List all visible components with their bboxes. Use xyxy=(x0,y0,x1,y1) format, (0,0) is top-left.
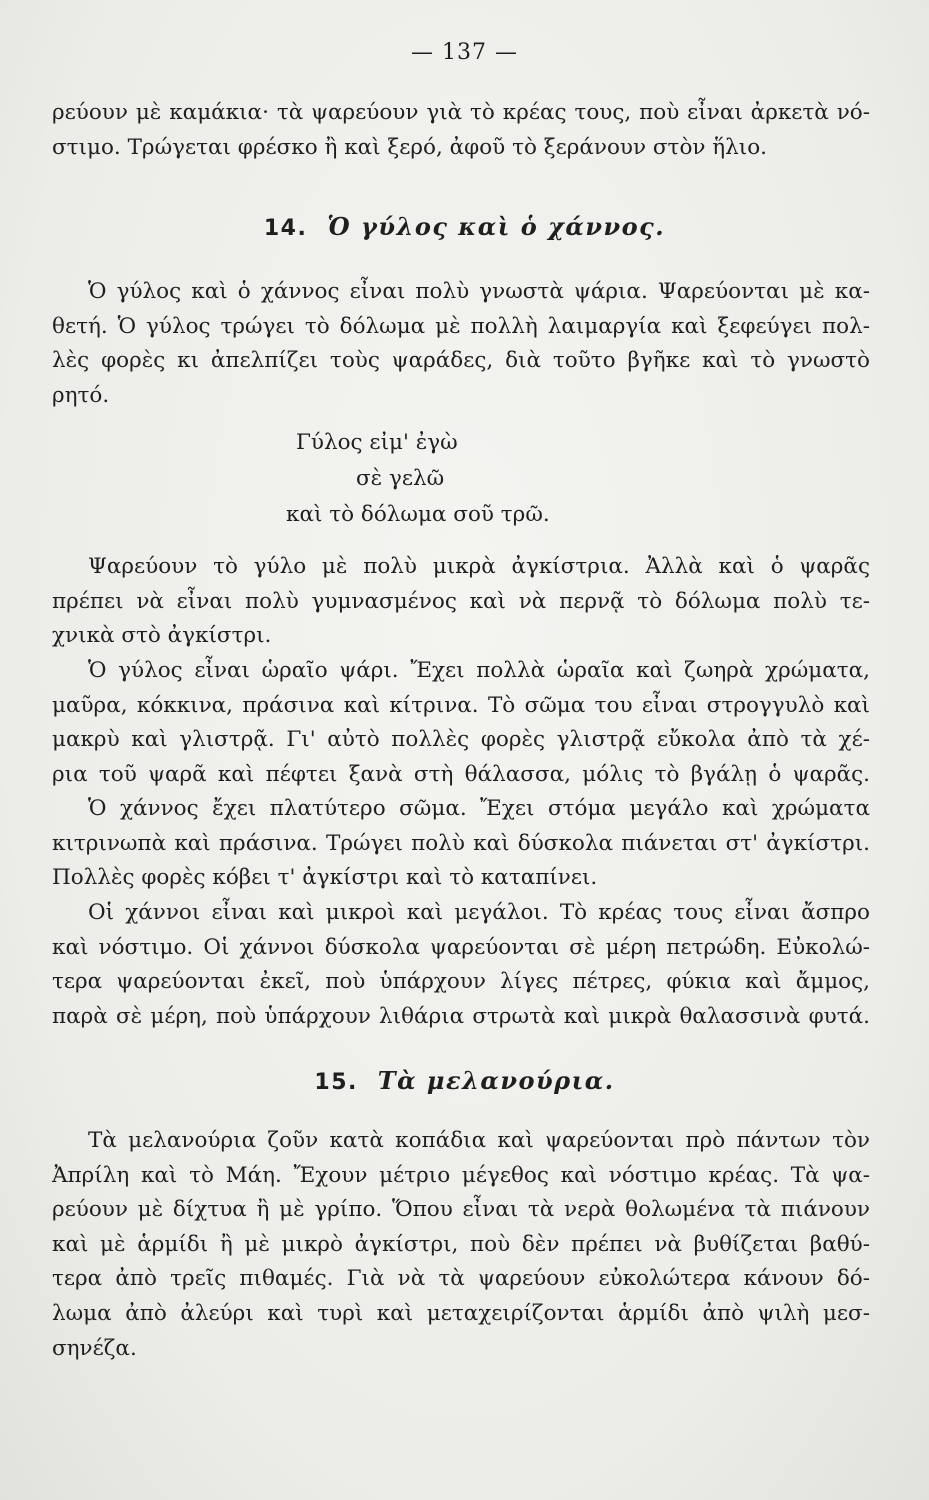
text-line: χνικὰ στὸ ἀγκίστρι. xyxy=(52,623,272,649)
text-line: Τὰ μελανούρια ζοῦν κατὰ κοπάδια καὶ ψαρεύονται πρὸ πάντων τὸν xyxy=(88,1128,870,1153)
text-line: παρὰ σὲ μέρη, ποὺ ὑπάρχουν λιθάρια στρωτὰ καὶ μικρὰ θαλασσινὰ φυτά. xyxy=(52,1003,870,1029)
text-line: Οἱ χάννοι εἶναι καὶ μικροὶ καὶ μεγάλοι. Τὸ κρέας τους εἶναι ἄσπρο xyxy=(88,900,870,925)
paragraph-4 xyxy=(52,654,870,792)
text-line: θετή. Ὁ γύλος τρώγει τὸ δόλωμα μὲ πολλὴ λαιμαργία καὶ ξεφεύγει πολ- xyxy=(52,313,870,339)
text-line: τερα ἀπὸ τρεῖς πιθαμές. Γιὰ νὰ τὰ ψαρεύουν εὐκολώτερα κάνουν δό- xyxy=(52,1266,870,1292)
text-line: μακρὺ καὶ γλιστρᾷ. Γι' αὐτὸ πολλὲς φορὲς γλιστρᾷ εὔκολα ἀπὸ τὰ χέ- xyxy=(52,727,870,753)
section-heading-14 xyxy=(0,212,929,241)
text-line: Ἀπρίλη καὶ τὸ Μάη. Ἔχουν μέτριο μέγεθος καὶ νόστιμο κρέας. Τὰ ψα- xyxy=(52,1162,870,1188)
text-line: ρητό. xyxy=(52,382,110,408)
page-number: — 137 — xyxy=(411,40,518,65)
text-line: στιμο. Τρώγεται φρέσκο ἢ καὶ ξερό, ἀφοῦ τὸ ξεράνουν στὸν ἥλιο. xyxy=(52,134,768,160)
paragraph-2 xyxy=(52,275,870,413)
text-line: καὶ νόστιμο. Οἱ χάννοι δύσκολα ψαρεύονται σὲ μέρη πετρώδη. Εὐκολώ- xyxy=(52,934,870,960)
text-line: πρέπει νὰ εἶναι πολὺ γυμνασμένος καὶ νὰ περνᾷ τὸ δόλωμα πολὺ τε- xyxy=(52,588,870,614)
verse-line-1: Γύλος εἰμ' ἐγὼ xyxy=(296,430,458,455)
section-heading-15 xyxy=(0,1066,929,1095)
text-line: ρεύουν μὲ καμάκια· τὰ ψαρεύουν γιὰ τὸ κρέας τους, ποὺ εἶναι ἀρκετὰ νό- xyxy=(52,100,870,125)
paragraph-5 xyxy=(52,792,870,896)
text-line: Πολλὲς φορὲς κόβει τ' ἀγκίστρι καὶ τὸ καταπίνει. xyxy=(52,865,598,891)
verse-line-2: σὲ γελῶ xyxy=(356,466,445,491)
text-line: Ὁ γύλος εἶναι ὡραῖο ψάρι. Ἔχει πολλὰ ὡραῖα καὶ ζωηρὰ χρώματα, xyxy=(88,658,870,683)
section-number: 14. xyxy=(263,216,308,241)
text-line: κιτρινωπὰ καὶ πράσινα. Τρώγει πολὺ καὶ δύσκολα πιάνεται στ' ἀγκίστρι. xyxy=(52,830,870,856)
text-line: σηνέζα. xyxy=(52,1335,137,1361)
text-line: καὶ μὲ ἁρμίδι ἢ μὲ μικρὸ ἀγκίστρι, ποὺ δὲν πρέπει νὰ βυθίζεται βαθύ- xyxy=(52,1231,870,1257)
text-line: Ψαρεύουν τὸ γύλο μὲ πολὺ μικρὰ ἀγκίστρια. Ἀλλὰ καὶ ὁ ψαρᾶς xyxy=(88,554,870,579)
section-title: Τὰ μελανούρια. xyxy=(377,1066,615,1095)
text-line: λὲς φορὲς κι ἀπελπίζει τοὺς ψαράδες, διὰ τοῦτο βγῆκε καὶ τὸ γνωστὸ xyxy=(52,348,870,374)
paragraph-7 xyxy=(52,1124,870,1366)
text-line: Ὁ χάννος ἔχει πλατύτερο σῶμα. Ἔχει στόμα μεγάλο καὶ χρώματα xyxy=(88,796,870,821)
text-line: τερα ψαρεύονται ἐκεῖ, ποὺ ὑπάρχουν λίγες πέτρες, φύκια καὶ ἄμμος, xyxy=(52,969,870,995)
text-line: Ὁ γύλος καὶ ὁ χάννος εἶναι πολὺ γνωστὰ ψάρια. Ψαρεύονται μὲ κα- xyxy=(88,279,870,304)
verse-line-3: καὶ τὸ δόλωμα σοῦ τρῶ. xyxy=(286,502,550,527)
text-line: ρια τοῦ ψαρᾶ καὶ πέφτει ξανὰ στὴ θάλασσα, μόλις τὸ βγάλῃ ὁ ψαρᾶς. xyxy=(52,761,870,787)
section-title: Ὁ γύλος καὶ ὁ χάννος. xyxy=(327,212,666,241)
paragraph-1 xyxy=(52,96,870,165)
text-line: ρεύουν μὲ δίχτυα ἢ μὲ γρίπο. Ὅπου εἶναι τὰ νερὰ θολωμένα τὰ πιάνουν xyxy=(52,1197,870,1223)
text-line: μαῦρα, κόκκινα, πράσινα καὶ κίτρινα. Τὸ σῶμα του εἶναι στρογγυλὸ καὶ xyxy=(52,692,870,718)
paragraph-3 xyxy=(52,550,870,654)
paragraph-6 xyxy=(52,896,870,1034)
section-number: 15. xyxy=(314,1070,358,1095)
text-line: λωμα ἀπὸ ἀλεύρι καὶ τυρὶ καὶ μεταχειρίζονται ἁρμίδι ἀπὸ ψιλὴ μεσ- xyxy=(52,1300,870,1326)
